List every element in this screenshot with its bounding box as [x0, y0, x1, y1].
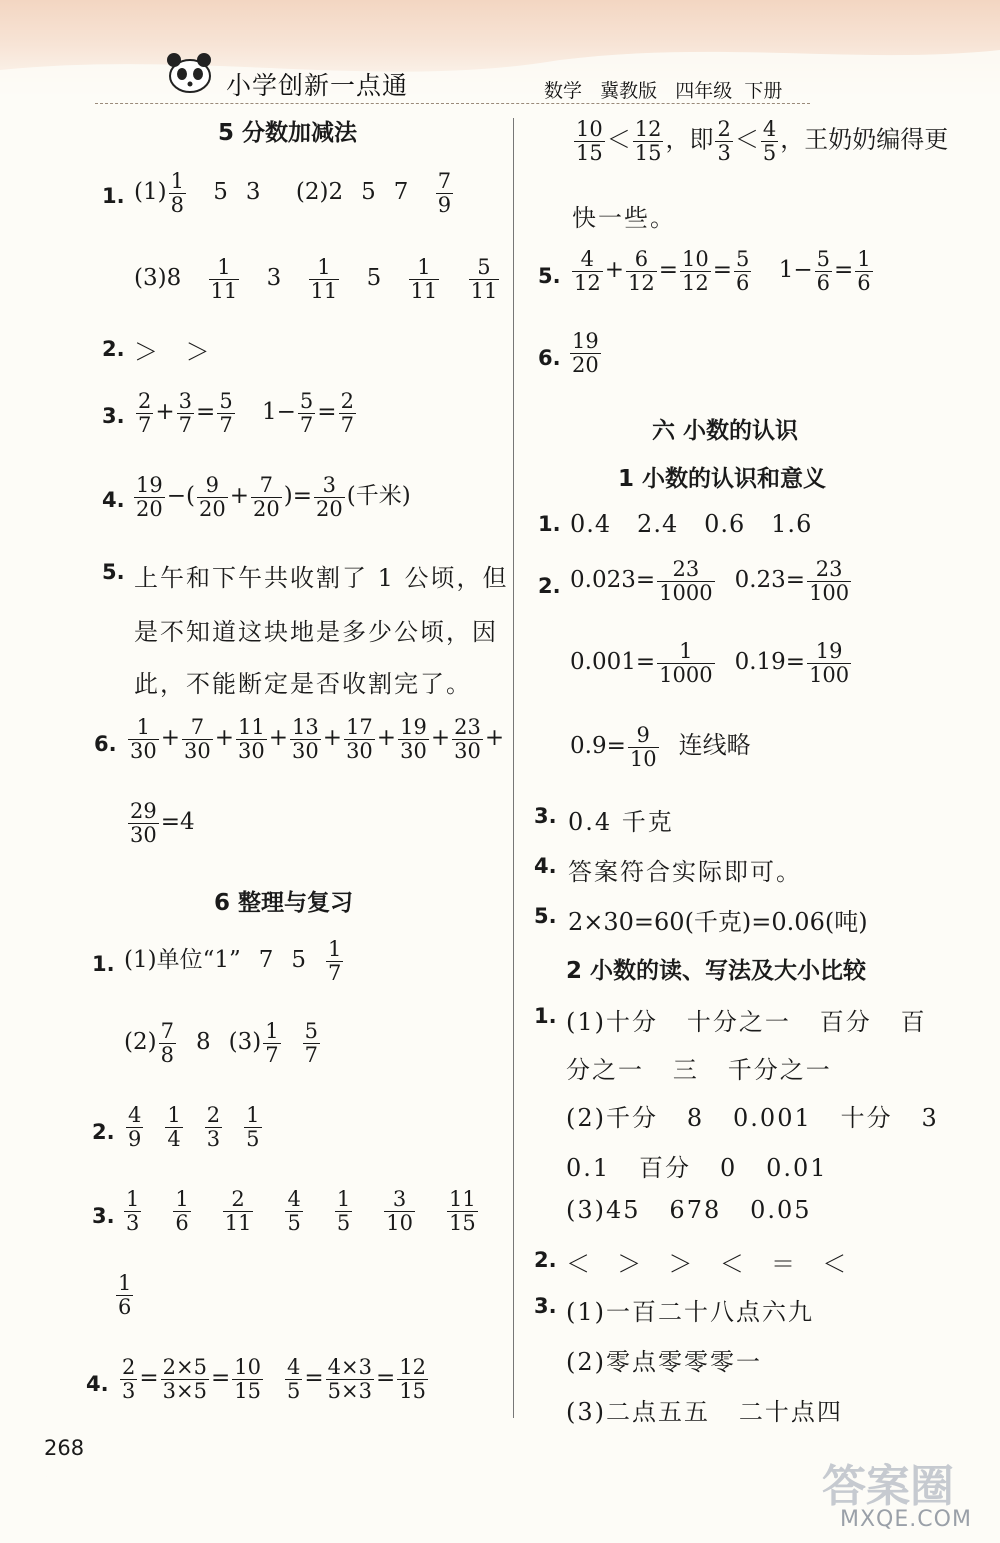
banner-wave-decoration	[0, 40, 1000, 100]
header-banner	[0, 0, 1000, 100]
watermark-url: MXQE.COM	[840, 1507, 972, 1532]
item-number: 4.	[86, 1372, 109, 1396]
continued-answer-5: $\frac{4}{12}$ + $\frac{6}{12}$ = $\frac{10}{12}$ = $\frac{5}{6}$ 1− $\frac{5}{6}$ = $\frac{1}{6}$	[574, 247, 871, 295]
reading-answer-1-line-2: 分之一 三 千分之一	[566, 1056, 832, 1084]
item-number: 2.	[92, 1120, 115, 1144]
answer-5-line-1: 上午和下午共收割了 1 公顷，但	[134, 564, 509, 592]
decimal-answer-4: 答案符合实际即可。	[568, 858, 802, 886]
answer-1-line-2: (3)8 $\frac{1}{11}$ 3 $\frac{1}{11}$ 5 $\frac{1}{11}$ $\frac{5}{11}$	[134, 255, 498, 303]
item-number: 2.	[534, 1248, 557, 1272]
reading-answer-1-line-4: 0.1 百分 0 0.01	[566, 1154, 828, 1182]
item-number: 1.	[538, 512, 561, 536]
answer-6-line-2: $\frac{29}{30}$ =4	[130, 799, 195, 847]
column-divider	[513, 118, 514, 1418]
header-divider	[95, 103, 810, 104]
decimal-answer-3: 0.4 千克	[568, 808, 674, 836]
answer-3: $\frac{2}{7}$ + $\frac{3}{7}$ = $\frac{5}{7}$ 1− $\frac{5}{7}$ = $\frac{2}{7}$	[138, 389, 354, 437]
review-1-line-1: (1)单位“1” 7 5 $\frac{1}{7}$	[124, 937, 342, 985]
reading-answer-3-line-2: (2)零点零零零一	[566, 1348, 762, 1376]
book-title: 小学创新一点通	[226, 71, 409, 100]
section-title-5: 5 分数加减法	[218, 120, 358, 146]
reading-answer-1-line-3: (2)千分 8 0.001 十分 3	[566, 1104, 939, 1132]
item-number: 2.	[102, 337, 125, 361]
decimal-answer-2-line-1: 0.023= $\frac{23}{1000}$ 0.23= $\frac{23}{100}$	[570, 557, 850, 605]
item-number: 1.	[102, 184, 125, 208]
continued-answer-4-line-1: $\frac{10}{15}$ ＜ $\frac{12}{15}$ ，即 $\frac{2}{3}$ ＜ $\frac{4}{5}$ ，王奶奶编得更	[576, 117, 949, 165]
item-number: 4.	[102, 488, 125, 512]
answer-6-line-1: $\frac{1}{30}$ + $\frac{7}{30}$ + $\frac{11}{30}$ + $\frac{13}{30}$ + $\frac{17}{30}$ + $\frac{19}{30}$ + $\frac{23}{30}$ +	[130, 715, 505, 763]
item-number: 6.	[538, 346, 561, 370]
review-4: $\frac{2}{3}$ = $\frac{2\times 5}{3\times 5}$ = $\frac{10}{15}$ $\frac{4}{5}$ = $\frac{4\times 3}{5\times 3}$ = $\frac{12}{15}$	[122, 1355, 426, 1403]
item-number: 4.	[534, 854, 557, 878]
book-meta: 数学 冀教版 四年级 下册	[544, 80, 783, 102]
review-1-line-2: (2) $\frac{7}{8}$ 8 (3) $\frac{1}{7}$ $\frac{5}{7}$	[124, 1019, 318, 1067]
decimal-answer-5: 2×30=60(千克)=0.06(吨)	[568, 908, 868, 936]
page-number: 268	[44, 1436, 85, 1460]
panda-mascot-icon	[160, 44, 218, 96]
answer-5-line-2: 是不知道这块地是多少公顷，因	[134, 618, 498, 646]
answer-5-line-3: 此，不能断定是否收割完了。	[134, 670, 472, 698]
decimal-answer-1: 0.4 2.4 0.6 1.6	[570, 510, 813, 538]
item-number: 1.	[534, 1004, 557, 1028]
item-number: 6.	[94, 732, 117, 756]
review-2: $\frac{4}{9}$ $\frac{1}{4}$ $\frac{2}{3}$ $\frac{1}{5}$	[128, 1103, 260, 1151]
section-title-6-2: 2 小数的读、写法及大小比较	[566, 958, 867, 984]
section-title-6: 6 整理与复习	[214, 890, 354, 916]
reading-answer-1-line-1: (1)十分 十分之一 百分 百	[566, 1008, 927, 1036]
reading-answer-1-line-5: (3)45 678 0.05	[566, 1196, 812, 1224]
answer-1-line-1: (1) $\frac{1}{8}$ 5 3 (2)2 5 7 $\frac{7}{9}$	[134, 169, 452, 217]
reading-answer-3-line-3: (3)二点五五 二十点四	[566, 1398, 843, 1426]
item-number: 3.	[102, 404, 125, 428]
item-number: 2.	[538, 574, 561, 598]
decimal-answer-2-line-3: 0.9= $\frac{9}{10}$ 连线略	[570, 723, 751, 771]
item-number: 3.	[92, 1204, 115, 1228]
continued-answer-6: $\frac{19}{20}$	[572, 329, 599, 377]
watermark-logo: 答案圈	[822, 1461, 954, 1512]
item-number: 3.	[534, 1294, 557, 1318]
section-title-6-1: 1 小数的认识和意义	[618, 466, 827, 492]
page-number-badge	[30, 1428, 100, 1488]
reading-answer-3-line-1: (1)一百二十八点六九	[566, 1298, 814, 1326]
item-number: 5.	[538, 264, 561, 288]
decimal-answer-2-line-2: 0.001= $\frac{1}{1000}$ 0.19= $\frac{19}{100}$	[570, 639, 850, 687]
reading-answer-2: ＜ ＞ ＞ ＜ ＝ ＜	[566, 1250, 851, 1278]
item-number: 3.	[534, 804, 557, 828]
review-3-line-1: $\frac{1}{3}$ $\frac{1}{6}$ $\frac{2}{11}$ $\frac{4}{5}$ $\frac{1}{5}$ $\frac{3}{10}$ $\frac{11}{15}$	[126, 1187, 476, 1235]
item-number: 1.	[92, 952, 115, 976]
answer-2: ＞ ＞	[134, 338, 220, 366]
item-number: 5.	[102, 560, 125, 584]
answer-4: $\frac{19}{20}$ −( $\frac{9}{20}$ + $\frac{7}{20}$ )= $\frac{3}{20}$ (千米)	[136, 473, 411, 521]
unit-title-6: 六 小数的认识	[652, 418, 799, 444]
review-3-line-2: $\frac{1}{6}$	[118, 1271, 132, 1319]
item-number: 5.	[534, 904, 557, 928]
continued-answer-4-line-2: 快一些。	[572, 204, 676, 232]
